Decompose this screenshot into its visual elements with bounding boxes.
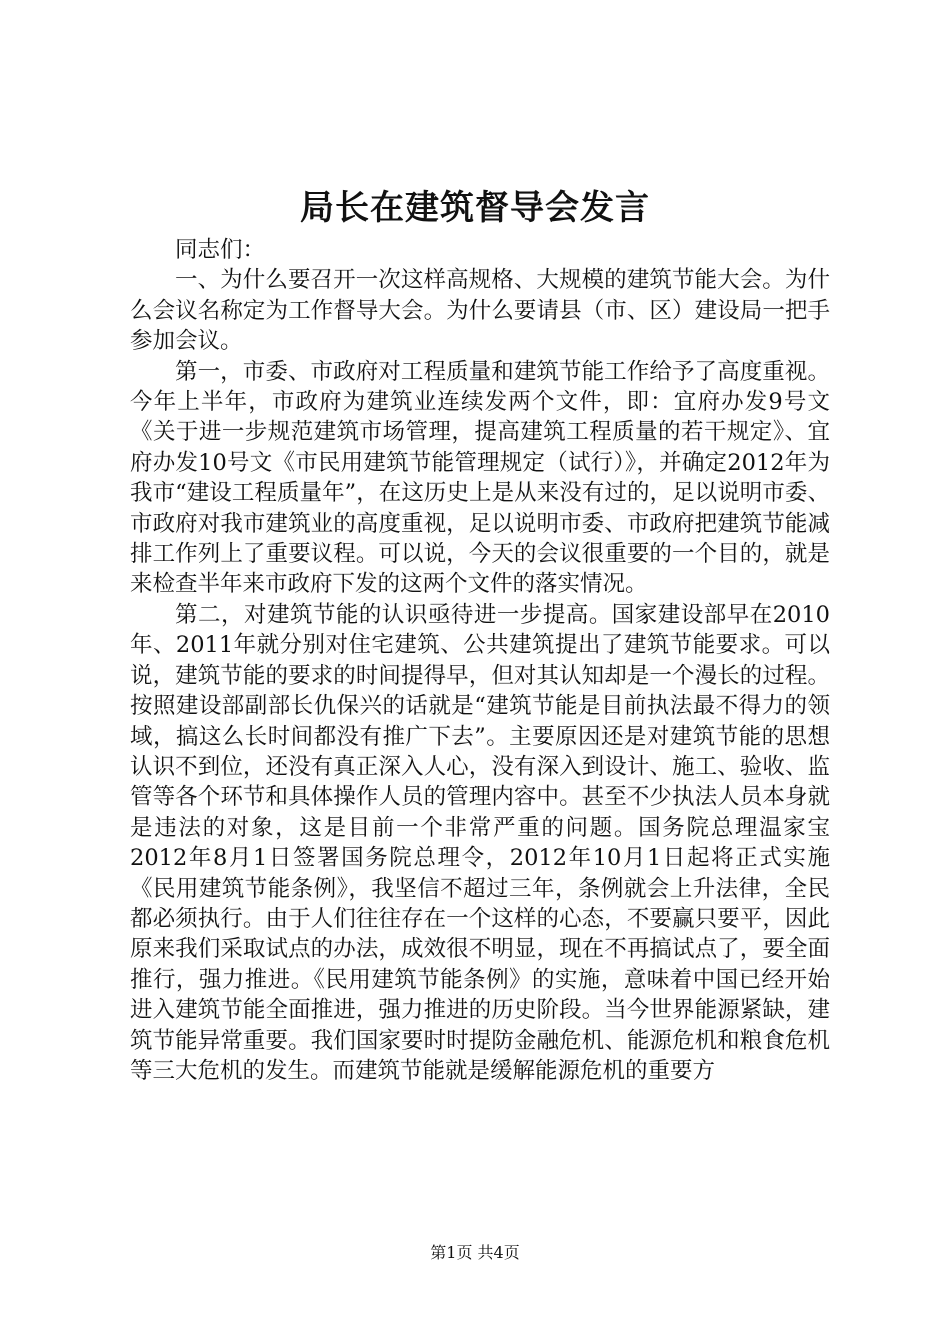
paragraph-2: 第一，市委、市政府对工程质量和建筑节能工作给予了高度重视。今年上半年，市政府为建筑业连续发两个文件，即：宜府办发9号文《关于进一步规范建筑市场管理，提高建筑工程质量的若干规定》、宜府办发10号文《市民用建筑节能管理规定（试行）》，并确定2012年为我市“建设工程质量年”，在这历史上是从来没有过的，足以说明市委、市政府对我市建筑业的高度重视，足以说明市委、市政府把建筑节能减排工作列上了重要议程。可以说，今天的会议很重要的一个目的，就是来检查半年来市政府下发的这两个文件的落实情况。 xyxy=(130,358,830,598)
document-title: 局长在建筑督导会发言 xyxy=(300,188,650,228)
paragraph-3: 第二，对建筑节能的认识亟待进一步提高。国家建设部早在2010年、2011年就分别对住宅建筑、公共建筑提出了建筑节能要求。可以说，建筑节能的要求的时间提得早，但对其认知却是一个漫长的过程。按照建设部副部长仇保兴的话就是“建筑节能是目前执法最不得力的领域，搞这么长时间都没有推广下去”。主要原因还是对建筑节能的思想认识不到位，还没有真正深入人心，没有深入到设计、施工、验收、监管等各个环节和具体操作人员的管理内容中。甚至不少执法人员本身就是违法的对象，这是目前一个非常严重的问题。国务院总理温家宝2012年8月1日签署国务院总理令，2012年10月1日起将正式实施《民用建筑节能条例》，我坚信不超过三年，条例就会上升法律，全民都必须执行。由于人们往往存在一个这样的心态，不要赢只要平，因此原来我们采取试点的办法，成效很不明显，现在不再搞试点了，要全面推行，强力推进。《民用建筑节能条例》的实施，意味着中国已经开始进入建筑节能全面推进，强力推进的历史阶段。当今世界能源紧缺，建筑节能异常重要。我们国家要时时提防金融危机、能源危机和粮食危机等三大危机的发生。而建筑节能就是缓解能源危机的重要方 xyxy=(130,601,830,1084)
salutation: 同志们： xyxy=(175,237,266,263)
paragraph-1: 一、为什么要召开一次这样高规格、大规模的建筑节能大会。为什么会议名称定为工作督导大会。为什么要请县（市、区）建设局一把手参加会议。 xyxy=(130,267,830,355)
document-body xyxy=(130,235,830,1086)
page-footer: 第1页 共4页 xyxy=(430,1243,520,1262)
